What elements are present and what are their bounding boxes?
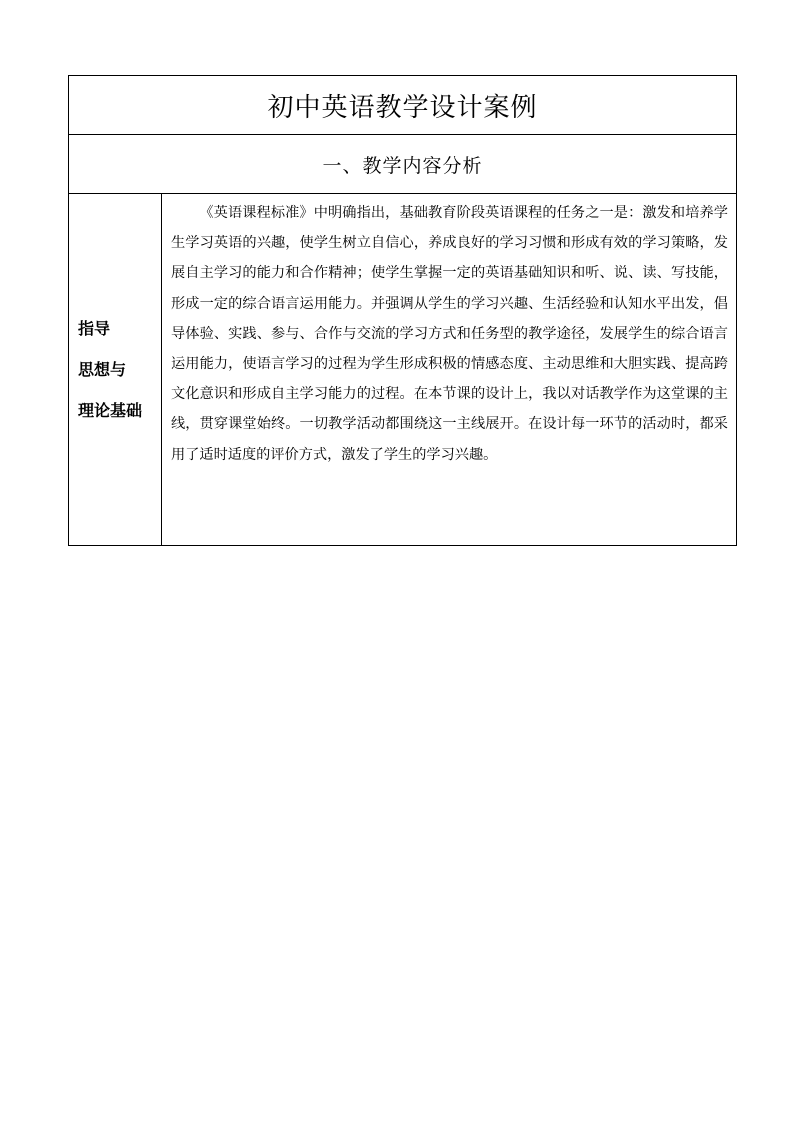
section-heading-row [69, 135, 736, 194]
document-title: 初中英语教学设计案例 [267, 92, 538, 123]
lesson-design-table [68, 75, 737, 546]
row-label-line-3: 理论基础 [78, 401, 143, 420]
row-label-line-1: 指导 [78, 319, 111, 338]
title-row [69, 76, 736, 135]
row-content-cell [162, 194, 736, 545]
row-label-line-2: 思想与 [78, 360, 127, 379]
row-label-cell [69, 194, 162, 545]
section-heading: 一、教学内容分析 [322, 154, 483, 177]
guiding-theory-row [69, 194, 736, 545]
guiding-theory-paragraph: 《英语课程标准》中明确指出，基础教育阶段英语课程的任务之一是：激发和培养学生学习英语的兴趣，使学生树立自信心，养成良好的学习习惯和形成有效的学习策略，发展自主学习的能力和合作精神；使学生掌握一定的英语基础知识和听、说、读、写技能，形成一定的综合语言运用能力。并强调从学生的学习兴趣、生活经验和认知水平出发，倡导体验、实践、参与、合作与交流的学习方式和任务型的教学途径，发展学生的综合语言运用能力，使语言学习的过程为学生形成积极的情感态度、主动思维和大胆实践、提高跨文化意识和形成自主学习能力的过程。在本节课的设计上，我以对话教学作为这堂课的主线，贯穿课堂始终。一切教学活动都围绕这一主线展开。在设计每一环节的活动时，都采用了适时适度的评价方式，激发了学生的学习兴趣。 [171, 205, 728, 463]
